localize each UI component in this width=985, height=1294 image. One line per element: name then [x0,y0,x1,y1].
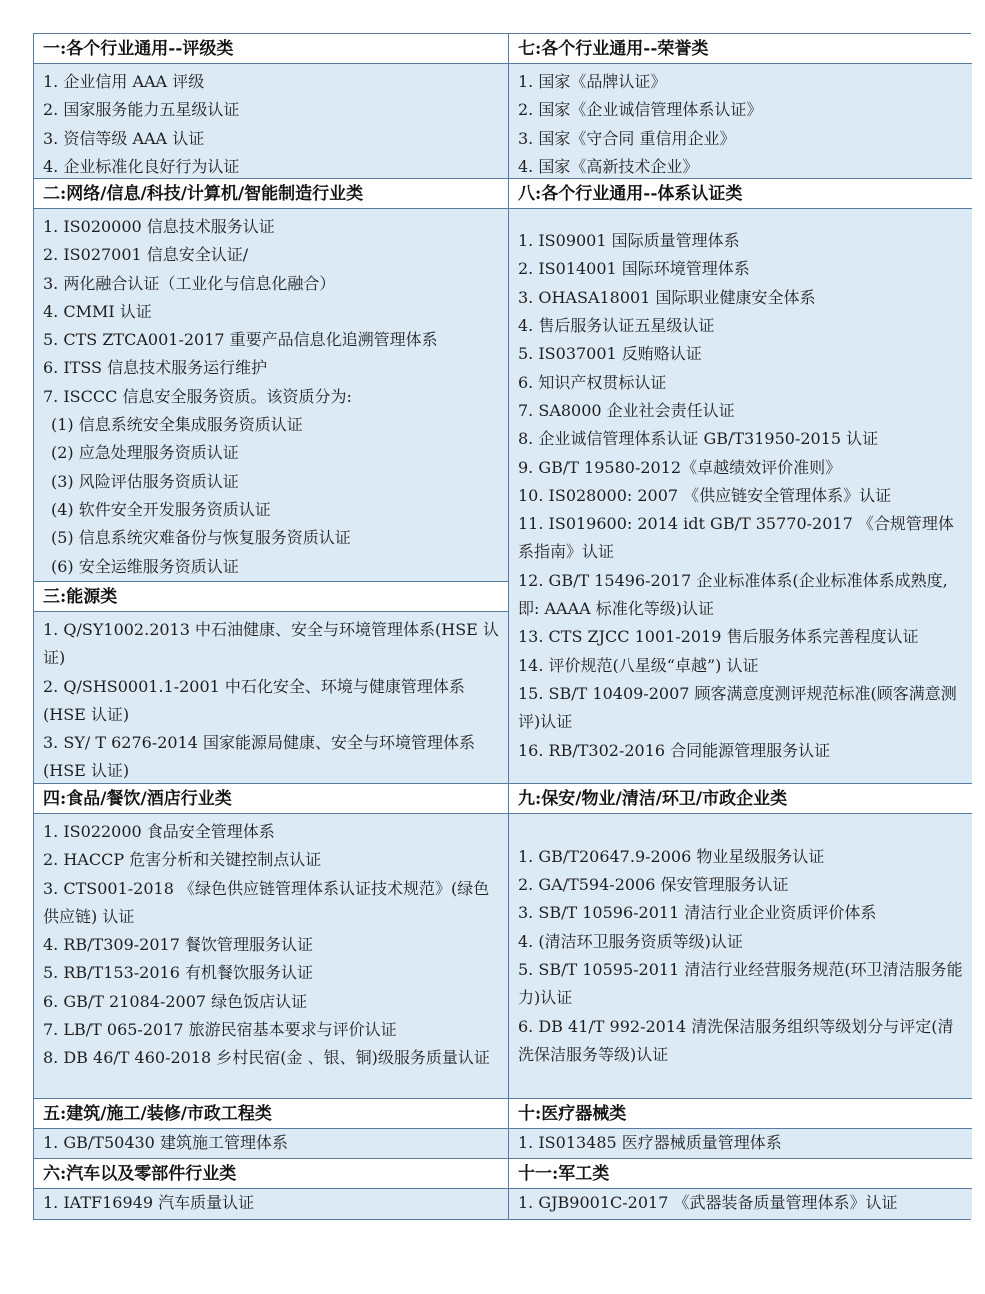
list-item: 10. IS028000: 2007 《供应链安全管理体系》认证 [518,485,892,505]
section-title: 一:各个行业通用--评级类 [34,34,508,64]
section-body [509,209,972,784]
section-7 [509,34,972,179]
section-body [34,814,508,1099]
section-title: 六:汽车以及零部件行业类 [34,1159,508,1189]
list-item: 4. 国家《高新技术企业》 [518,156,699,176]
list-item: 4. RB/T309-2017 餐饮管理服务认证 [43,935,313,955]
list-item: 2. GA/T594-2006 保安管理服务认证 [518,875,789,895]
list-item: 2. 国家服务能力五星级认证 [43,100,240,120]
section-4 [34,784,509,1099]
list-item: 1. IS020000 信息技术服务认证 [43,217,275,236]
list-item: 1. IS09001 国际质量管理体系 [518,231,740,251]
list-item: 1. IATF16949 汽车质量认证 [43,1193,255,1212]
list-subitem: (4) 软件安全开发服务资质认证 [51,499,271,519]
list-item: 7. ISCCC 信息安全服务资质。该资质分为: [43,386,352,406]
section-body [509,1129,972,1159]
list-item: 3. SB/T 10596-2011 清洁行业企业资质评价体系 [518,903,877,923]
list-item: 6. DB 41/T 992-2014 清洗保洁服务组织等级划分与评定(清洗保洁服务等级)认证 [518,1016,954,1064]
section-title: 四:食品/餐饮/酒店行业类 [34,784,508,814]
section-body [34,209,508,582]
section-title: 七:各个行业通用--荣誉类 [509,34,972,64]
list-item: 1. 企业信用 AAA 评级 [43,72,205,91]
list-item: 3. 资信等级 AAA 认证 [43,128,205,148]
list-item: 4. 企业标准化良好行为认证 [43,156,240,176]
list-item: 3. 两化融合认证（工业化与信息化融合） [43,273,336,293]
section-title: 十一:军工类 [509,1159,972,1189]
section-8 [509,179,972,784]
list-item: 4. (清洁环卫服务资质等级)认证 [518,931,743,951]
section-title: 五:建筑/施工/装修/市政工程类 [34,1099,508,1129]
section-body [34,1189,508,1219]
section-title: 八:各个行业通用--体系认证类 [509,179,972,209]
section-body [509,1189,972,1219]
list-item: 5. CTS ZTCA001-2017 重要产品信息化追溯管理体系 [43,330,438,350]
list-item: 6. 知识产权贯标认证 [518,372,667,392]
section-2-3-column [34,179,509,784]
section-5 [34,1099,509,1159]
list-item: 3. SY/ T 6276-2014 国家能源局健康、安全与环境管理体系(HSE 认证) [43,733,476,781]
list-item: 2. IS014001 国际环境管理体系 [518,259,750,279]
list-subitem: (2) 应急处理服务资质认证 [51,443,239,463]
list-item: 13. CTS ZJCC 1001-2019 售后服务体系完善程度认证 [518,627,919,647]
section-title: 三:能源类 [34,582,508,612]
list-item: 3. OHASA18001 国际职业健康安全体系 [518,287,816,307]
section-title: 十:医疗器械类 [509,1099,972,1129]
list-item: 6. ITSS 信息技术服务运行维护 [43,358,268,378]
section-1 [34,34,509,179]
list-item: 2. 国家《企业诚信管理体系认证》 [518,100,763,120]
section-9 [509,784,972,1099]
list-item: 4. CMMI 认证 [43,301,152,321]
section-6 [34,1159,509,1219]
list-item: 4. 售后服务认证五星级认证 [518,316,715,336]
certification-table [33,33,971,1220]
list-item: 1. Q/SY1002.2013 中石油健康、安全与环境管理体系(HSE 认证) [43,620,499,668]
list-item: 11. IS019600: 2014 idt GB/T 35770-2017 《合规管理体系指南》认证 [518,514,954,562]
list-item: 1. GB/T50430 建筑施工管理体系 [43,1133,288,1152]
list-item: 1. IS013485 医疗器械质量管理体系 [518,1133,782,1152]
list-subitem: (6) 安全运维服务资质认证 [51,556,239,576]
list-item: 15. SB/T 10409-2007 顾客满意度测评规范标准(顾客满意测评)认证 [518,683,957,732]
list-item: 2. IS027001 信息安全认证/ [43,245,249,265]
list-item: 3. 国家《守合同 重信用企业》 [518,128,736,148]
section-body [34,612,508,784]
list-item: 1. GB/T20647.9-2006 物业星级服务认证 [518,846,825,866]
list-item: 1. IS022000 食品安全管理体系 [43,822,275,841]
section-11 [509,1159,972,1219]
list-item: 16. RB/T302-2016 合同能源管理服务认证 [518,740,831,760]
list-item: 3. CTS001-2018 《绿色供应链管理体系认证技术规范》(绿色供应链) 认证 [43,878,490,926]
list-subitem: (3) 风险评估服务资质认证 [51,471,239,491]
list-item: 1. GJB9001C-2017 《武器装备质量管理体系》认证 [518,1193,898,1212]
list-item: 14. 评价规范(八星级“卓越”) 认证 [518,655,759,675]
list-item: 7. SA8000 企业社会责任认证 [518,400,735,420]
list-item: 8. 企业诚信管理体系认证 GB/T31950-2015 认证 [518,429,879,449]
list-item: 12. GB/T 15496-2017 企业标准体系(企业标准体系成熟度, 即: AAAA 标准化等级)认证 [518,570,948,619]
list-item: 1. 国家《品牌认证》 [518,72,667,91]
list-item: 6. GB/T 21084-2007 绿色饭店认证 [43,991,308,1011]
list-subitem: (5) 信息系统灾难备份与恢复服务资质认证 [51,528,351,548]
list-item: 5. IS037001 反贿赂认证 [518,344,702,364]
list-item: 5. RB/T153-2016 有机餐饮服务认证 [43,963,313,983]
list-item: 8. DB 46/T 460-2018 乡村民宿(金 、银、铜)级服务质量认证 [43,1048,490,1068]
section-body [34,1129,508,1159]
section-body [509,814,972,1099]
section-title: 二:网络/信息/科技/计算机/智能制造行业类 [34,179,508,209]
list-item: 2. Q/SHS0001.1-2001 中石化安全、环境与健康管理体系(HSE 认证) [43,676,465,724]
list-item: 7. LB/T 065-2017 旅游民宿基本要求与评价认证 [43,1020,397,1040]
section-10 [509,1099,972,1159]
section-title: 九:保安/物业/清洁/环卫/市政企业类 [509,784,972,814]
list-item: 2. HACCP 危害分析和关键控制点认证 [43,850,322,870]
section-body [34,64,508,179]
list-subitem: (1) 信息系统安全集成服务资质认证 [51,415,303,435]
list-item: 9. GB/T 19580-2012《卓越绩效评价准则》 [518,457,842,477]
section-body [509,64,972,179]
list-item: 5. SB/T 10595-2011 清洁行业经营服务规范(环卫清洁服务能力)认证 [518,960,963,1008]
